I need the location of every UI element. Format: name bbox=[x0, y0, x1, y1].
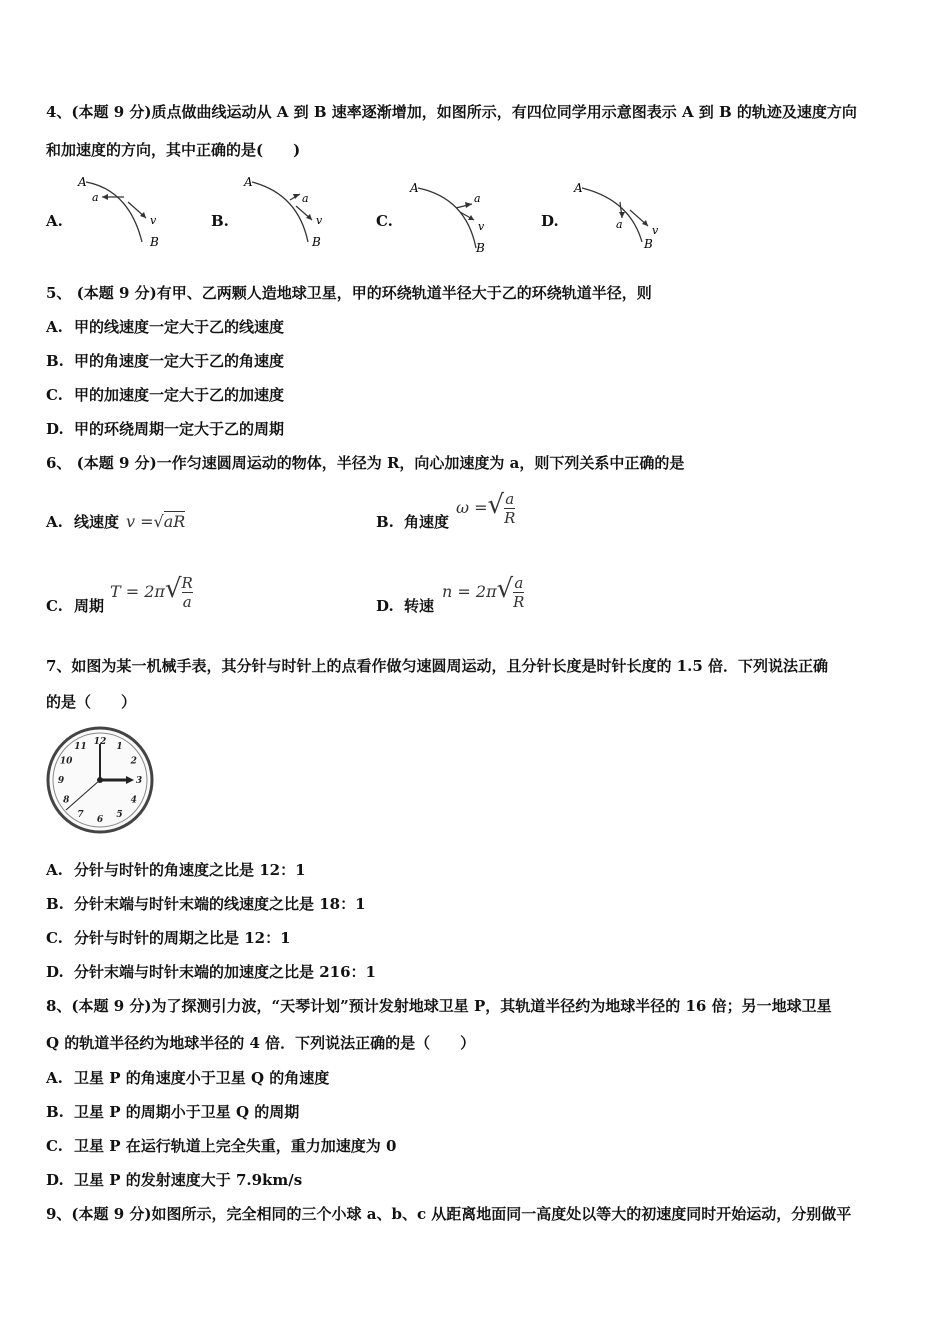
clock-number: 11 bbox=[74, 742, 87, 753]
q7-option-a: A. 分针与时针的角速度之比是 12：1 bbox=[46, 861, 306, 879]
q4-figure-d bbox=[568, 176, 668, 256]
q4-stem-line1: 4、(本题 9 分)质点做曲线运动从 A 到 B 速率逐渐增加，如图所示，有四位同学用示意图表示 A 到 B 的轨迹及速度方向 bbox=[46, 103, 857, 121]
q4-stem-line2: 和加速度的方向，其中正确的是( ) bbox=[46, 141, 301, 159]
q5-stem: 5、 (本题 9 分)有甲、乙两颗人造地球卫星，甲的环绕轨道半径大于乙的环绕轨道半径，则 bbox=[46, 284, 652, 302]
q6-option-a-formula: v =√aR bbox=[126, 512, 186, 531]
q6-option-d-formula: n = 2π√ $\frac{a}{R}$ bbox=[442, 574, 525, 611]
q5-option-b: B. 甲的角速度一定大于乙的角速度 bbox=[46, 352, 285, 370]
clock-number: 6 bbox=[96, 815, 104, 825]
q4-a-label-B: B bbox=[150, 235, 159, 249]
q8-option-b: B. 卫星 P 的周期小于卫星 Q 的周期 bbox=[46, 1103, 300, 1121]
clock-number: 1 bbox=[116, 742, 123, 753]
clock-number: 7 bbox=[77, 809, 84, 820]
watch-clock-figure bbox=[44, 726, 158, 834]
q5-option-c: C. 甲的加速度一定大于乙的加速度 bbox=[46, 386, 285, 404]
q4-figure-b bbox=[238, 172, 338, 252]
q4-b-label-A: A bbox=[244, 175, 253, 189]
q7-option-b: B. 分针末端与时针末端的线速度之比是 18：1 bbox=[46, 895, 366, 913]
q5-option-d: D. 甲的环绕周期一定大于乙的周期 bbox=[46, 420, 285, 438]
q6-stem: 6、 (本题 9 分)一作匀速圆周运动的物体，半径为 R，向心加速度为 a，则下列关系中正确的是 bbox=[46, 454, 685, 472]
q5-option-a: A. 甲的线速度一定大于乙的线速度 bbox=[46, 318, 285, 336]
q8-stem-line2: Q 的轨道半径约为地球半径的 4 倍．下列说法正确的是（ ） bbox=[46, 1034, 476, 1052]
q4-a-label-v: v bbox=[150, 214, 157, 227]
q4-c-label-a: a bbox=[474, 192, 481, 205]
clock-number: 10 bbox=[59, 756, 73, 767]
q9-stem-line1: 9、(本题 9 分)如图所示，完全相同的三个小球 a、b、c 从距离地面同一高度处以等大的初速度同时开始运动，分别做平 bbox=[46, 1205, 852, 1223]
q4-a-label-A: A bbox=[78, 175, 87, 189]
clock-number: 4 bbox=[130, 795, 137, 806]
q4-figure-c bbox=[404, 176, 504, 256]
q4-option-b-letter: B. bbox=[211, 212, 229, 230]
q6-option-c-formula: T = 2π√ $\frac{R}{a}$ bbox=[110, 574, 193, 611]
q6-option-b-formula: ω =√ $\frac{a}{R}$ bbox=[456, 490, 516, 527]
q7-stem-line2: 的是（ ） bbox=[46, 693, 137, 711]
q6-option-a: A. 线速度 bbox=[46, 513, 120, 531]
clock-number: 12 bbox=[93, 737, 107, 747]
q4-b-label-v: v bbox=[316, 214, 323, 227]
q4-d-label-B: B bbox=[644, 237, 653, 251]
q6-option-b: B. 角速度 bbox=[376, 513, 450, 531]
q4-figure-a bbox=[74, 172, 174, 252]
q8-stem-line1: 8、(本题 9 分)为了探测引力波，“天琴计划”预计发射地球卫星 P，其轨道半径约为地球半径的 16 倍；另一地球卫星 bbox=[46, 997, 832, 1015]
q4-b-label-a: a bbox=[302, 192, 309, 205]
q4-c-label-A: A bbox=[410, 181, 419, 195]
q4-option-d-letter: D. bbox=[541, 212, 559, 230]
q4-d-label-a: a bbox=[616, 218, 623, 231]
q4-option-c-letter: C. bbox=[376, 212, 393, 230]
q4-option-a-letter: A. bbox=[46, 212, 63, 230]
q4-c-label-B: B bbox=[476, 241, 485, 255]
q8-option-a: A. 卫星 P 的角速度小于卫星 Q 的角速度 bbox=[46, 1069, 330, 1087]
q4-a-label-a: a bbox=[92, 191, 99, 204]
q6-option-c: C. 周期 bbox=[46, 597, 105, 615]
clock-number: 3 bbox=[135, 776, 143, 786]
q8-option-d: D. 卫星 P 的发射速度大于 7.9km/s bbox=[46, 1171, 303, 1189]
q7-stem-line1: 7、如图为某一机械手表，其分针与时针上的点看作做匀速圆周运动，且分针长度是时针长度的 1.5 倍．下列说法正确 bbox=[46, 657, 828, 675]
clock-number: 2 bbox=[130, 756, 137, 767]
clock-number: 5 bbox=[116, 809, 123, 820]
q4-b-label-B: B bbox=[312, 235, 321, 249]
q4-d-label-v: v bbox=[652, 224, 659, 237]
q4-d-label-A: A bbox=[574, 181, 583, 195]
q6-option-d: D. 转速 bbox=[376, 597, 435, 615]
q7-option-c: C. 分针与时针的周期之比是 12：1 bbox=[46, 929, 291, 947]
clock-number: 9 bbox=[57, 776, 65, 786]
q8-option-c: C. 卫星 P 在运行轨道上完全失重，重力加速度为 0 bbox=[46, 1137, 397, 1155]
clock-number: 8 bbox=[63, 795, 70, 806]
q7-option-d: D. 分针末端与时针末端的加速度之比是 216：1 bbox=[46, 963, 376, 981]
q4-c-label-v: v bbox=[478, 220, 485, 233]
